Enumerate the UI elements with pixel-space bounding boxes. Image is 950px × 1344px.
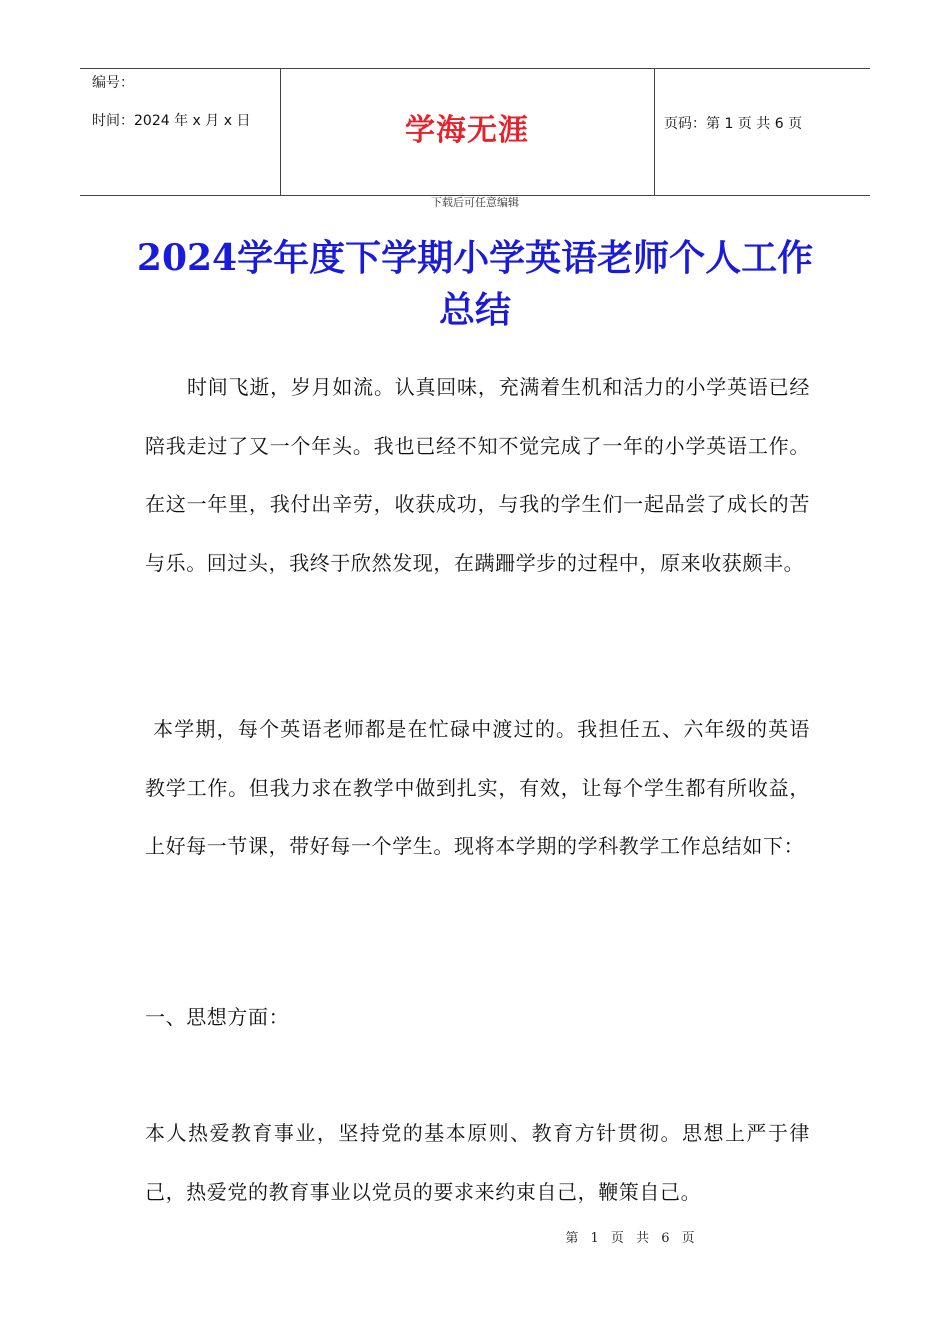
page-info: 页码：第 1 页 共 6 页: [664, 116, 803, 132]
paragraph: 本学期，每个英语老师都是在忙碌中渡过的。我担任五、六年级的英语教学工作。但我力求在教学中做到扎实，有效，让每个学生都有所收益，上好每一节课，带好每一个学生。现将本学期的学科教学工作总结如下：: [145, 717, 810, 858]
document-title: 2024学年度下学期小学英语老师个人工作总结: [136, 237, 814, 331]
header-table: [80, 68, 870, 196]
page-footer: 第 1 页 共 6 页: [565, 1231, 699, 1246]
header-divider: [654, 69, 655, 195]
paragraph: 本人热爱教育事业，坚持党的基本原则、教育方针贯彻。思想上严于律己，热爱党的教育事业以党员的要求来约束自己，鞭策自己。: [145, 1121, 810, 1204]
document-number-label: 编号：: [92, 75, 134, 91]
header-meta: [92, 73, 250, 131]
section-heading: 一、思想方面：: [145, 1005, 290, 1029]
document-date: 时间：2024 年 x 月 x 日: [92, 113, 251, 129]
download-note: 下载后可任意编辑: [431, 196, 519, 209]
brand-logo-text: 学海无涯: [405, 113, 529, 148]
paragraph: 时间飞逝，岁月如流。认真回味，充满着生机和活力的小学英语已经陪我走过了又一个年头。我也已经不知不觉完成了一年的小学英语工作。在这一年里，我付出辛劳，收获成功，与我的学生们一起品尝了成长的苦与乐。回过头，我终于欣然发现，在蹒跚学步的过程中，原来收获颇丰。: [145, 375, 810, 575]
